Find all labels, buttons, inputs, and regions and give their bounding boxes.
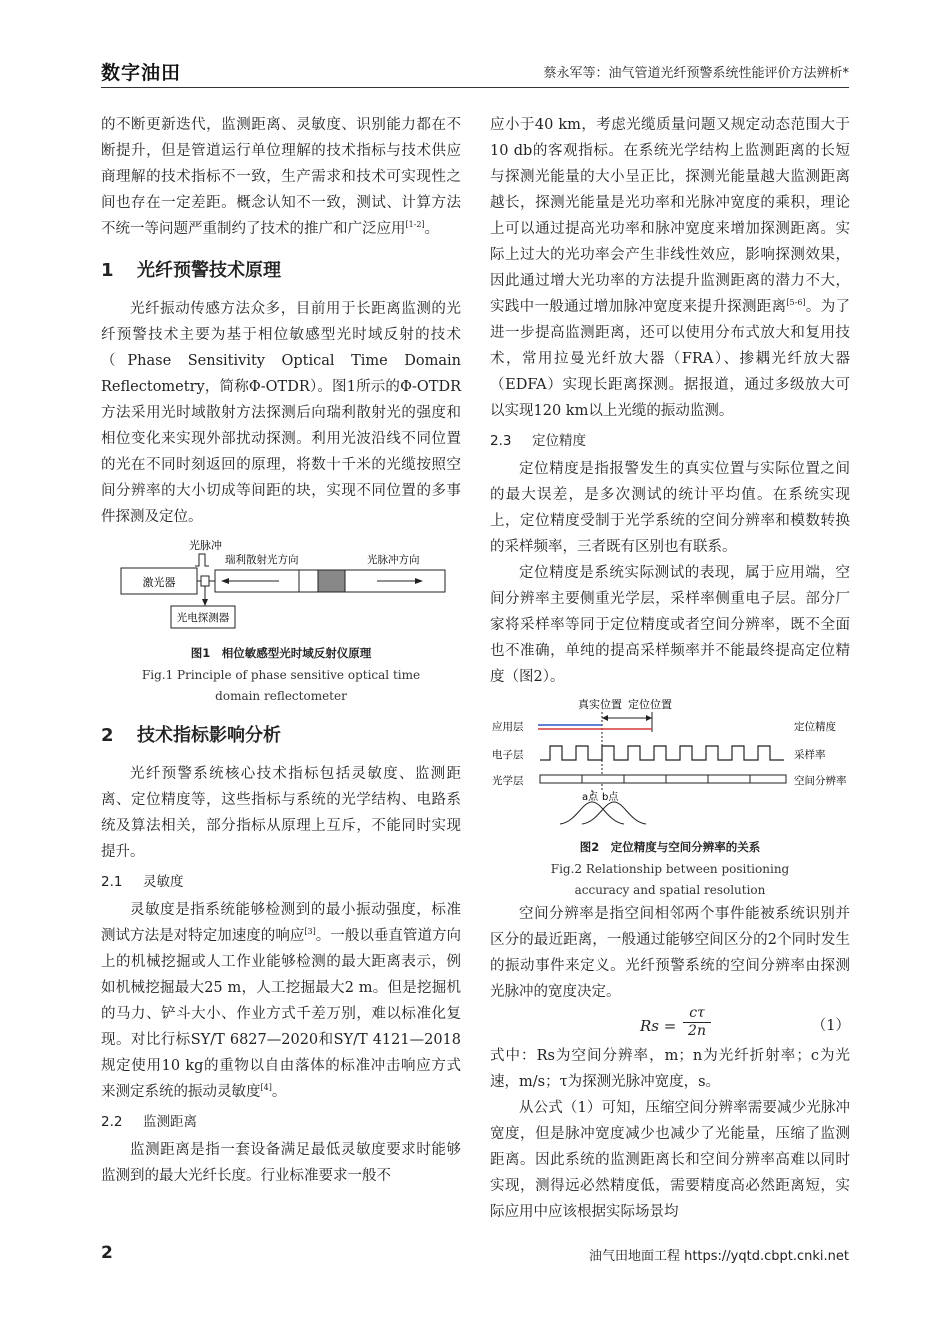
fig2-app-layer-label: 应用层 xyxy=(492,721,524,733)
figure-1-caption-en-2: domain reflectometer xyxy=(215,689,347,703)
fig2-spatial-res-label: 空间分辨率 xyxy=(794,775,847,787)
section-2-2-heading: 2.2 监测距离 xyxy=(101,1114,197,1130)
fig1-pulse-dir-label: 光脉冲方向 xyxy=(367,554,420,566)
section-2-paragraph: 光纤预警系统核心技术指标包括灵敏度、监测距离、定位精度等，这些指标与系统的光学结构、电路系统及算法相关，部分指标从原理上互斥，不能同时实现提升。 xyxy=(101,766,461,860)
fig1-laser-label: 激光器 xyxy=(142,576,176,589)
figure-2-caption-en-2: accuracy and spatial resolution xyxy=(574,883,766,897)
sampling-waveform xyxy=(540,746,784,760)
section-1-paragraph: 光纤振动传感方法众多，目前用于长距离监测的光纤预警技术主要为基于相位敏感型光时域反射的技术（Phase Sensitivity Optical Time Domain Reflectometry，简称Φ-OTDR）。图1所示的Φ-OTDR方法采用光时域散射方法探测后向瑞利散射光的强度和相位变化来实现外部扰动探测。利用光波沿线不同位置的光在不同时刻返回的原理，将数十千米的光缆按照空间分辨率的大小切成等间距的块，实现不同位置的多事件探测及定位。 xyxy=(101,301,461,525)
final-paragraph: 从公式（1）可知，压缩空间分辨率需要减少光脉冲宽度，但是脉冲宽度减少也减少了光能量，压缩了监测距离。因此系统的监测距离长和空间分辨率高难以同时实现，测得远必然精度低，需要精度高必然距离短，实际应用中应该根据实际场景均 xyxy=(490,1100,850,1220)
fig1-detector-label: 光电探测器 xyxy=(176,612,230,624)
section-2-3-paragraph-1: 定位精度是指报警发生的真实位置与实际位置之间的最大误差，是多次测试的统计平均值。在系统实现上，定位精度受制于光学系统的空间分辨率和模数转换的采样频率，三者既有区别也有联系。 xyxy=(490,461,850,555)
pulse-a-curve xyxy=(560,802,624,824)
continuation-paragraph: 应小于40 km，考虑光缆质量问题又规定动态范围大于10 db的客观指标。在系统光学结构上监测距离的长短与探测光能量的大小呈正比，探测光能量越大监测距离越长，探测光能量是光功率和光脉冲宽度的乘积，理论上可以通过提高光功率和脉冲宽度来增加探测距离。实际上过大的光功率会产生非线性效应，影响探测效果，因此通过增大光功率的方法提升监测距离的潜力不大，实践中一般通过增加脉冲宽度来提升探测距离[5-6]。为了进一步提高监测距离，还可以使用分布式放大和复用技术，常用拉曼光纤放大器（FRA）、掺耦光纤放大器（EDFA）实现长距离探测。据报道，通过多级放大可以实现120 km以上光缆的振动监测。 xyxy=(490,117,851,419)
section-2-2-paragraph: 监测距离是指一套设备满足最低灵敏度要求时能够监测到的最大光纤长度。行业标准要求一般不 xyxy=(101,1142,461,1184)
pulse-b-curve xyxy=(582,802,646,824)
figure-2 xyxy=(490,696,850,901)
figure-2-caption-cn: 图2 定位精度与空间分辨率的关系 xyxy=(579,840,761,854)
fig2-accuracy-label: 定位精度 xyxy=(794,721,836,733)
section-2-1-heading: 2.1 灵敏度 xyxy=(101,874,184,890)
header-rule xyxy=(101,87,849,88)
section-2-1-paragraph: 灵敏度是指系统能够检测到的最小振动强度，标准测试方法是对特定加速度的响应[3]。一般以垂直管道方向上的机械挖掘或人工作业能够检测的最大距离表示，例如机械挖掘最大25 m，人工挖掘最大2 m。但是挖掘机的马力、铲斗大小、作业方式千差万别，难以标准化复现。对比行标SY/T 6827—2020和SY/T 4121—2018规定使用10 kg的重物以自由落体的标准冲击响应方式来测定系统的振动灵敏度[4]。 xyxy=(101,902,462,1100)
otdr-diagram xyxy=(101,536,461,632)
equation-fraction: cτ 2n xyxy=(683,1005,711,1040)
fig2-opt-layer-label: 光学层 xyxy=(492,775,524,787)
equation-1 xyxy=(490,1007,850,1041)
fig2-point-b-label: b点 xyxy=(602,792,619,803)
fig2-elec-layer-label: 电子层 xyxy=(492,749,524,761)
fig2-loc-pos-label: 定位位置 xyxy=(628,698,672,711)
fig2-point-a-label: a点 xyxy=(582,792,599,803)
left-column xyxy=(101,112,461,1189)
equation-where-paragraph: 式中：Rs为空间分辨率，m；n为光纤折射率；c为光速，m/s；τ为探测光脉冲宽度，s。 xyxy=(490,1048,850,1090)
figure-1 xyxy=(101,536,461,707)
running-title: 蔡永军等：油气管道光纤预警系统性能评价方法辨析* xyxy=(543,66,849,81)
optical-segments xyxy=(540,775,786,783)
accuracy-diagram xyxy=(490,696,850,826)
section-2-3-heading: 2.3 定位精度 xyxy=(490,433,586,449)
intro-paragraph: 的不断更新迭代，监测距离、灵敏度、识别能力都在不断提升，但是管道运行单位理解的技术指标与技术供应商理解的技术指标不一致，生产需求和技术可实现性之间也存在一定差距。概念认知不一致，测试、计算方法不统一等问题严重制约了技术的推广和广泛应用[1-2]。 xyxy=(101,117,461,237)
section-2-3-paragraph-2: 定位精度是系统实际测试的表现，属于应用端，空间分辨率主要侧重光学层，采样率侧重电子层。部分厂家将采样率等同于定位精度或者空间分辨率，既不全面也不准确，单纯的提高采样频率并不能最终提高定位精度（图2）。 xyxy=(490,565,850,685)
figure-2-caption-en-1: Fig.2 Relationship between positioning xyxy=(550,862,790,876)
fig2-true-pos-label: 真实位置 xyxy=(578,698,622,711)
figure-1-caption-cn: 图1 相位敏感型光时域反射仪原理 xyxy=(190,646,372,660)
fig1-pulse-label: 光脉冲 xyxy=(189,539,222,552)
journal-site: 油气田地面工程 https://yqtd.cbpt.cnki.net xyxy=(588,1249,849,1264)
journal-brand: 数字油田 xyxy=(101,62,182,84)
fig1-rayleigh-label: 瑞利散射光方向 xyxy=(225,554,299,566)
page-number: 2 xyxy=(101,1243,113,1263)
equation-lhs: Rs = xyxy=(640,1017,677,1035)
section-1-heading: 1 光纤预警技术原理 xyxy=(101,260,281,281)
fig2-sample-rate-label: 采样率 xyxy=(794,749,826,761)
equation-number: （1） xyxy=(811,1018,850,1034)
figure-1-caption-en-1: Fig.1 Principle of phase sensitive optical time xyxy=(141,668,421,682)
section-2-heading: 2 技术指标影响分析 xyxy=(101,725,281,746)
right-column xyxy=(490,112,850,1225)
fiber-disturbed-segment xyxy=(318,570,345,592)
spatial-resolution-paragraph: 空间分辨率是指空间相邻两个事件能被系统识别并区分的最近距离，一般通过能够空间区分的2个同时发生的振动事件来定义。光纤预警系统的空间分辨率由探测光脉冲的宽度决定。 xyxy=(490,906,850,1000)
coupler xyxy=(201,576,209,586)
